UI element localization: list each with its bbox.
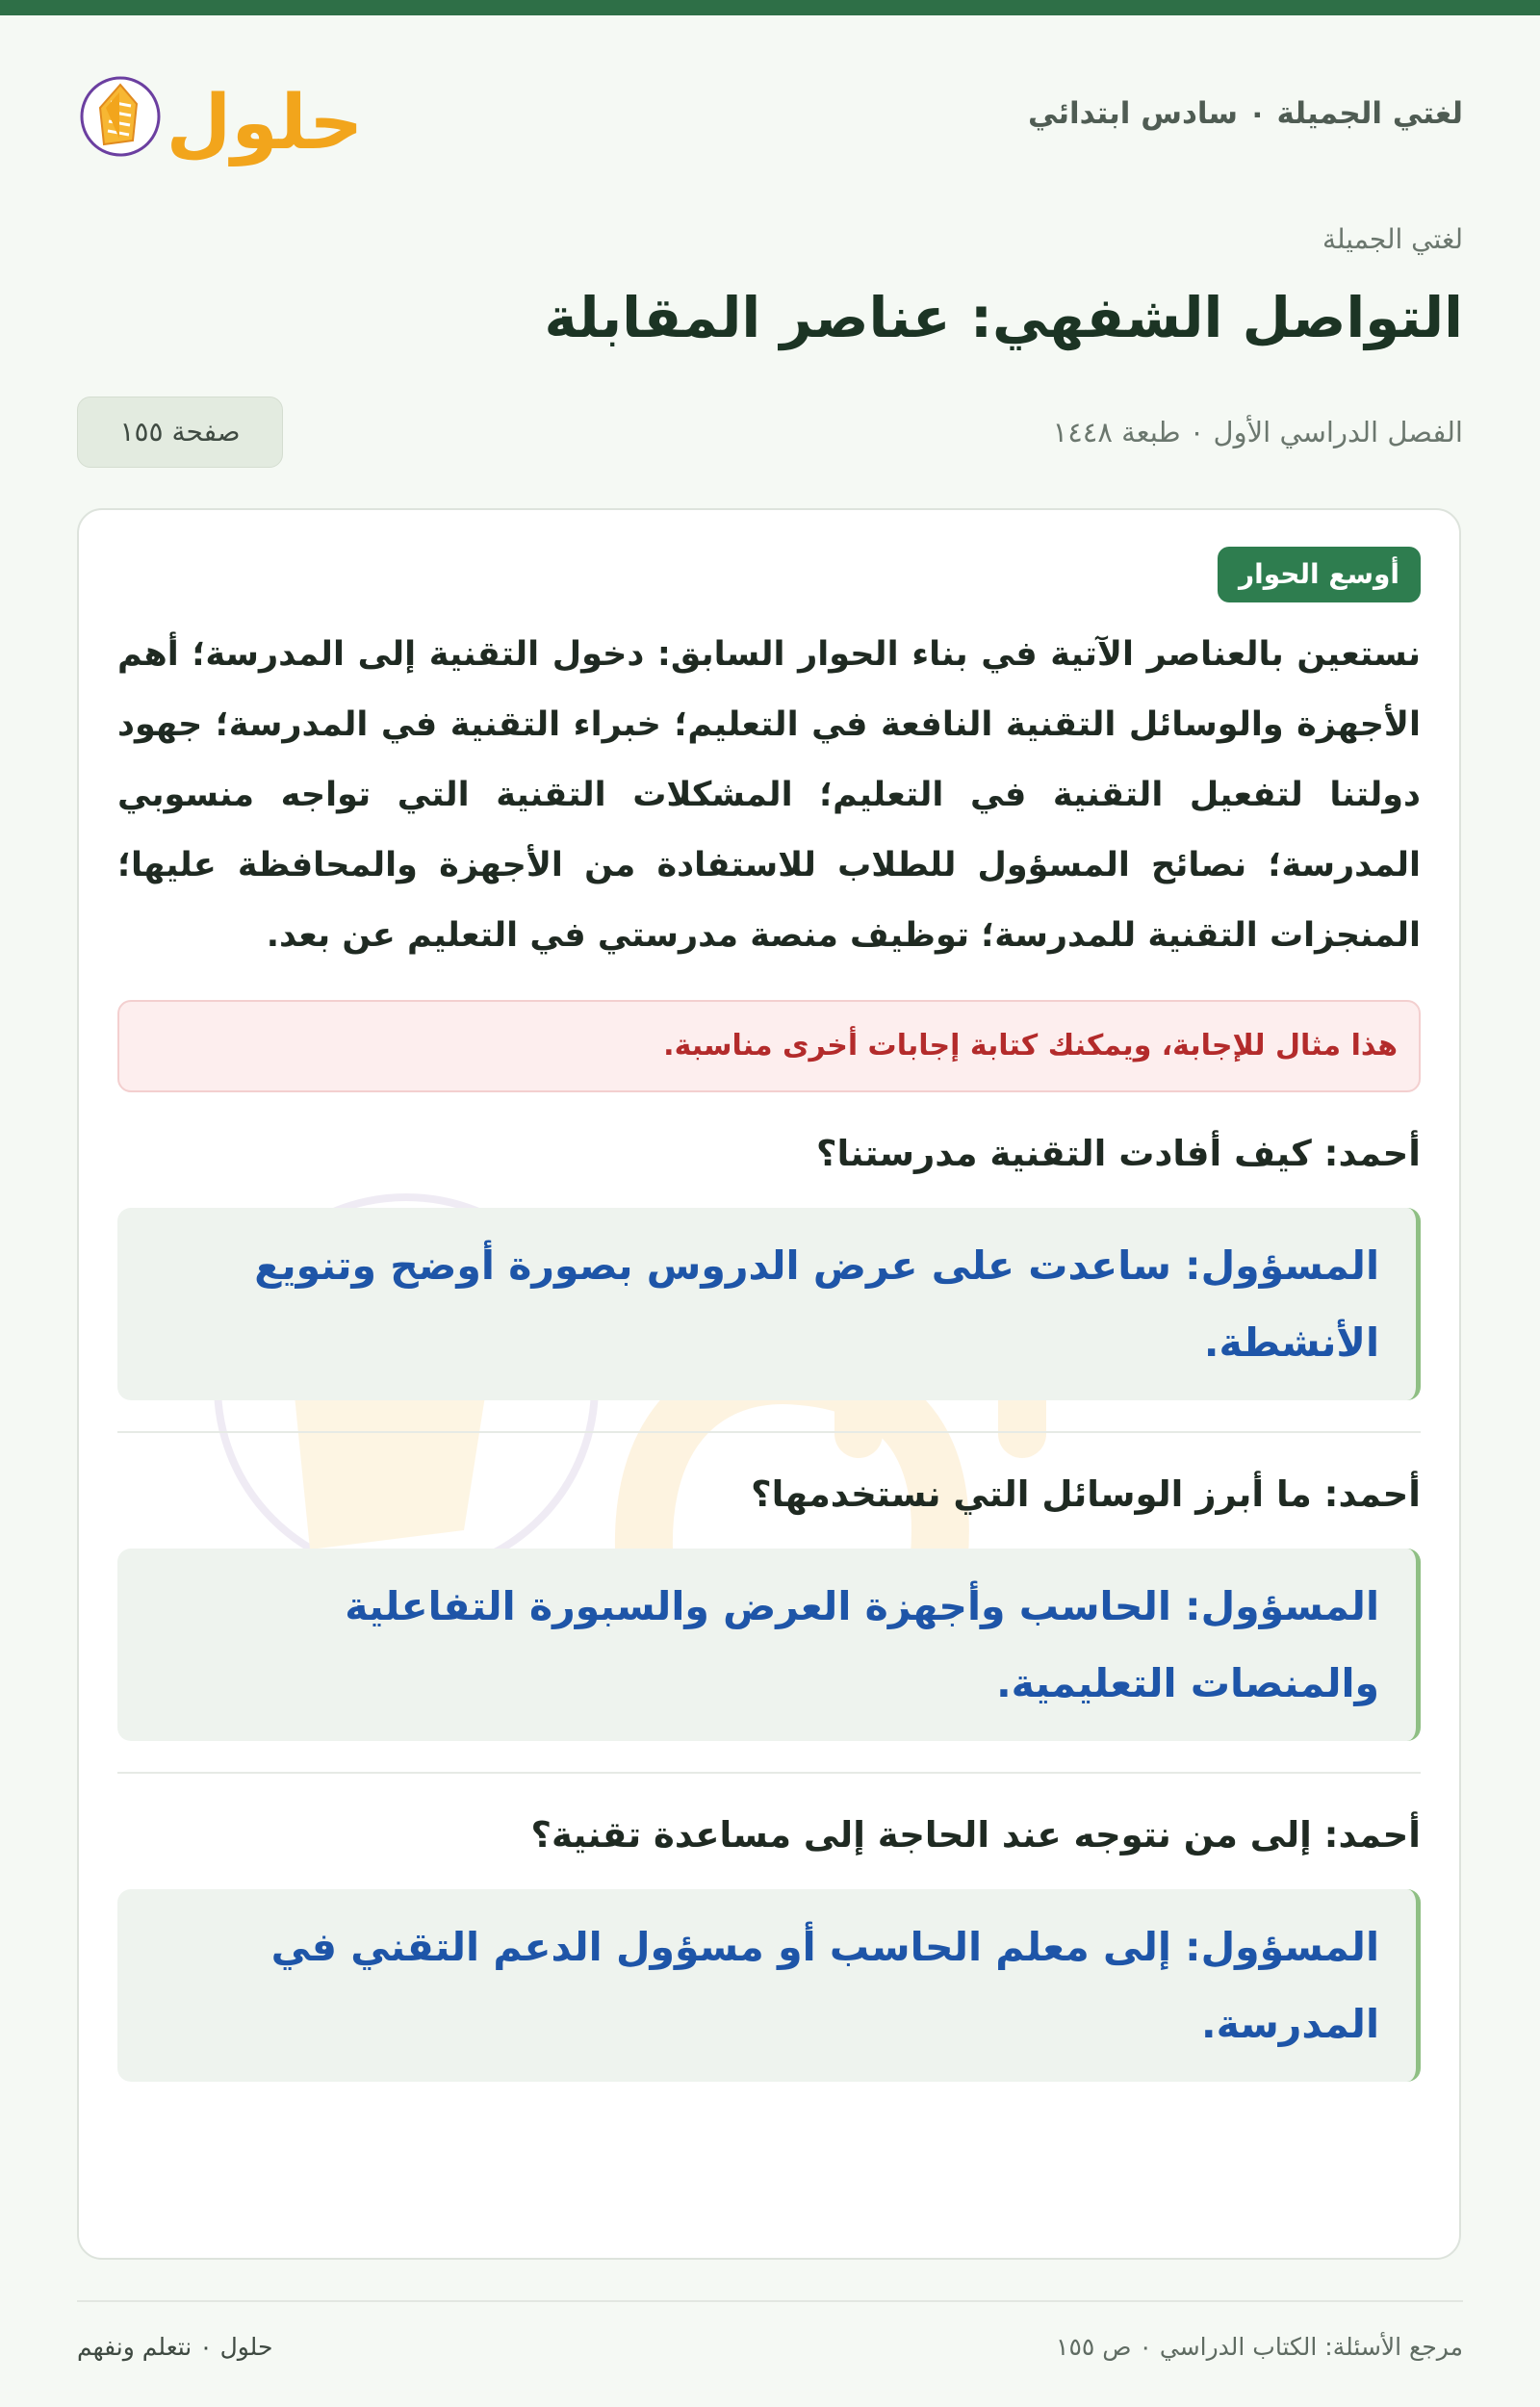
header-subject: لغتي الجميلة ٠ سادس ابتدائي <box>1027 96 1463 131</box>
footer-reference: مرجع الأسئلة: الكتاب الدراسي ٠ ص ١٥٥ <box>1056 2333 1463 2361</box>
top-accent-bar <box>0 0 1540 15</box>
page-title: التواصل الشفهي: عناصر المقابلة <box>544 285 1463 350</box>
dialogue-question-3: أحمد: إلى من نتوجه عند الحاجة إلى مساعدة تقنية؟ <box>530 1814 1421 1856</box>
divider <box>117 1772 1421 1774</box>
card-content <box>117 547 1421 2082</box>
footer-divider <box>77 2300 1463 2302</box>
example-answer-note: هذا مثال للإجابة، ويمكنك كتابة إجابات أخرى مناسبة. <box>117 1000 1421 1092</box>
breadcrumb[interactable]: لغتي الجميلة <box>1322 223 1463 255</box>
dialogue-question-1: أحمد: كيف أفادت التقنية مدرستنا؟ <box>816 1133 1421 1174</box>
dialogue-answer-2: المسؤول: الحاسب وأجهزة العرض والسبورة التفاعلية والمنصات التعليمية. <box>117 1549 1421 1741</box>
term-edition-meta: الفصل الدراسي الأول ٠ طبعة ١٤٤٨ <box>1052 416 1463 448</box>
site-header <box>77 58 1463 183</box>
content-card <box>77 508 1461 2260</box>
logo-wordmark: حلول <box>166 80 364 166</box>
intro-paragraph: نستعين بالعناصر الآتية في بناء الحوار السابق: دخول التقنية إلى المدرسة؛ أهم الأجهزة والوسائل التقنية النافعة في التعليم؛ خبراء التقنية في المدرسة؛ جهود دولتنا لتفعيل التقنية في التعليم؛ المشكلات التقنية التي تواجه منسوبي المدرسة؛ نصائح المسؤول للطلاب للاستفادة من الأجهزة والمحافظة عليها؛ المنجزات التقنية للمدرسة؛ توظيف منصة مدرستي في التعليم عن بعد. <box>117 635 1421 955</box>
dialogue-answer-3: المسؤول: إلى معلم الحاسب أو مسؤول الدعم التقني في المدرسة. <box>117 1889 1421 2082</box>
section-tag: أوسع الحوار <box>1218 547 1421 602</box>
page-number-badge: صفحة ١٥٥ <box>77 397 283 468</box>
dialogue-answer-1: المسؤول: ساعدت على عرض الدروس بصورة أوضح وتنويع الأنشطة. <box>117 1208 1421 1400</box>
footer-brand[interactable]: حلول ٠ نتعلم ونفهم <box>77 2333 273 2361</box>
halol-logo-icon[interactable] <box>77 64 366 169</box>
divider <box>117 1431 1421 1433</box>
dialogue-question-2: أحمد: ما أبرز الوسائل التي نستخدمها؟ <box>751 1473 1421 1515</box>
